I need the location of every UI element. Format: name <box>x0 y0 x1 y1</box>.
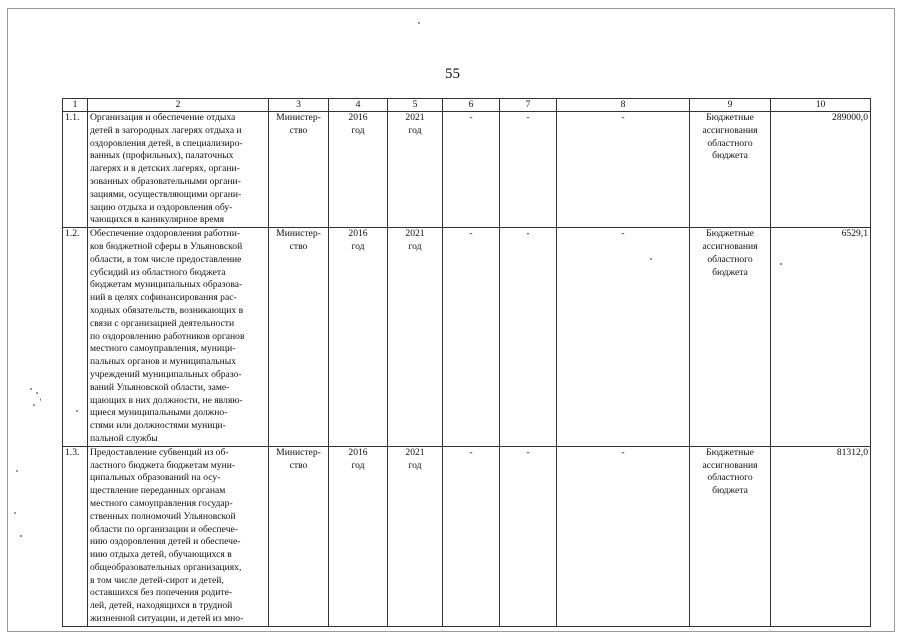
description-line: ществление переданных органам <box>90 485 226 497</box>
column-header: 7 <box>500 99 557 112</box>
row-end-year: 2021 год <box>388 446 443 626</box>
row-executor: Министер- ство <box>269 112 329 228</box>
description-line: оздоровления детей, в специализиро- <box>90 137 243 149</box>
row-executor: Министер- ство <box>269 446 329 626</box>
description-line: жизненной ситуации, и детей из мно- <box>90 613 244 625</box>
description-line: субсидий из областного бюджета <box>90 266 226 278</box>
program-table <box>62 98 871 627</box>
description-line: ков бюджетной сферы в Ульяновской <box>90 240 243 252</box>
row-description <box>88 112 269 228</box>
description-line: учреждений муниципальных образо- <box>90 368 242 380</box>
description-line: нию оздоровления детей и обеспече- <box>90 536 241 548</box>
row-amount: 289000,0 <box>771 112 871 228</box>
description-line: пальных органов и муниципальных <box>90 356 237 368</box>
description-line: Предоставление субвенций из об- <box>90 446 229 458</box>
description-line: чающихся в каникулярное время <box>90 214 225 226</box>
row-col-7: - <box>500 446 557 626</box>
description-line: щиеся муниципальными должно- <box>90 407 228 419</box>
page-number: 55 <box>445 66 460 82</box>
description-line: зацию отдыха и оздоровления обу- <box>90 201 233 213</box>
description-line: лей, детей, находящихся в трудной <box>90 600 233 612</box>
description-line: зованных образовательными органи- <box>90 175 241 187</box>
description-line: щающих в них должности, не являю- <box>90 394 243 406</box>
description-line: зациями, осуществляющими органи- <box>90 188 242 200</box>
row-amount: 6529,1 <box>771 228 871 447</box>
row-col-6: - <box>443 112 500 228</box>
row-start-year: 2016 год <box>329 228 388 447</box>
row-number: 1.2. <box>63 228 88 447</box>
table-row <box>63 228 871 447</box>
row-description <box>88 228 269 447</box>
row-col-8: - <box>557 446 690 626</box>
row-col-7: - <box>500 112 557 228</box>
description-line: ципальных образований на осу- <box>90 472 221 484</box>
column-header: 3 <box>269 99 329 112</box>
row-funding-source: Бюджетные ассигнования областного бюджета <box>690 228 771 447</box>
header-row <box>63 99 871 112</box>
row-executor: Министер- ство <box>269 228 329 447</box>
table-row <box>63 446 871 626</box>
description-line: ваний Ульяновской области, заме- <box>90 381 230 393</box>
row-amount: 81312,0 <box>771 446 871 626</box>
description-line: лагерях и в детских лагерях, органи- <box>90 163 240 175</box>
description-line: Организация и обеспечение отдыха <box>90 112 236 123</box>
column-header: 10 <box>771 99 871 112</box>
column-header: 9 <box>690 99 771 112</box>
column-header: 1 <box>63 99 88 112</box>
description-line: ственных полномочий Ульяновской <box>90 510 236 522</box>
description-line: пальной службы <box>90 432 158 444</box>
column-header: 5 <box>388 99 443 112</box>
row-col-7: - <box>500 228 557 447</box>
row-description <box>88 446 269 626</box>
column-header: 2 <box>88 99 269 112</box>
row-start-year: 2016 год <box>329 112 388 228</box>
description-line: ходных обязательств, возникающих в <box>90 304 244 316</box>
description-line: ний в целях софинансирования рас- <box>90 292 237 304</box>
row-end-year: 2021 год <box>388 112 443 228</box>
description-line: местного самоуправления государ- <box>90 497 233 509</box>
description-line: детей в загородных лагерях отдыха и <box>90 124 242 136</box>
table-body <box>63 112 871 627</box>
description-line: бюджетам муниципальных образова- <box>90 279 243 291</box>
description-line: оставшихся без попечения родите- <box>90 587 233 599</box>
description-line: в том числе детей-сирот и детей, <box>90 574 224 586</box>
description-line: стями или должностями муници- <box>90 420 226 432</box>
row-funding-source: Бюджетные ассигнования областного бюджета <box>690 446 771 626</box>
row-number: 1.3. <box>63 446 88 626</box>
description-line: общеобразовательных организациях, <box>90 561 242 573</box>
description-line: области, в том числе предоставление <box>90 253 242 265</box>
row-funding-source: Бюджетные ассигнования областного бюджета <box>690 112 771 228</box>
row-end-year: 2021 год <box>388 228 443 447</box>
column-header: 4 <box>329 99 388 112</box>
description-line: связи с организацией деятельности <box>90 317 235 329</box>
description-line: ластного бюджета бюджетам муни- <box>90 459 236 471</box>
row-start-year: 2016 год <box>329 446 388 626</box>
row-col-8: - <box>557 228 690 447</box>
column-header: 6 <box>443 99 500 112</box>
description-line: по оздоровлению работников органов <box>90 330 245 342</box>
column-header: 8 <box>557 99 690 112</box>
row-col-6: - <box>443 446 500 626</box>
description-line: нию отдыха детей, обучающихся в <box>90 549 232 561</box>
description-line: местного самоуправления, муници- <box>90 343 236 355</box>
description-line: области по организации и обеспече- <box>90 523 238 535</box>
row-col-8: - <box>557 112 690 228</box>
description-line: ванных (профильных), палаточных <box>90 150 234 162</box>
description-line: Обеспечение оздоровления работни- <box>90 228 241 240</box>
row-col-6: - <box>443 228 500 447</box>
table-row <box>63 112 871 228</box>
row-number: 1.1. <box>63 112 88 228</box>
